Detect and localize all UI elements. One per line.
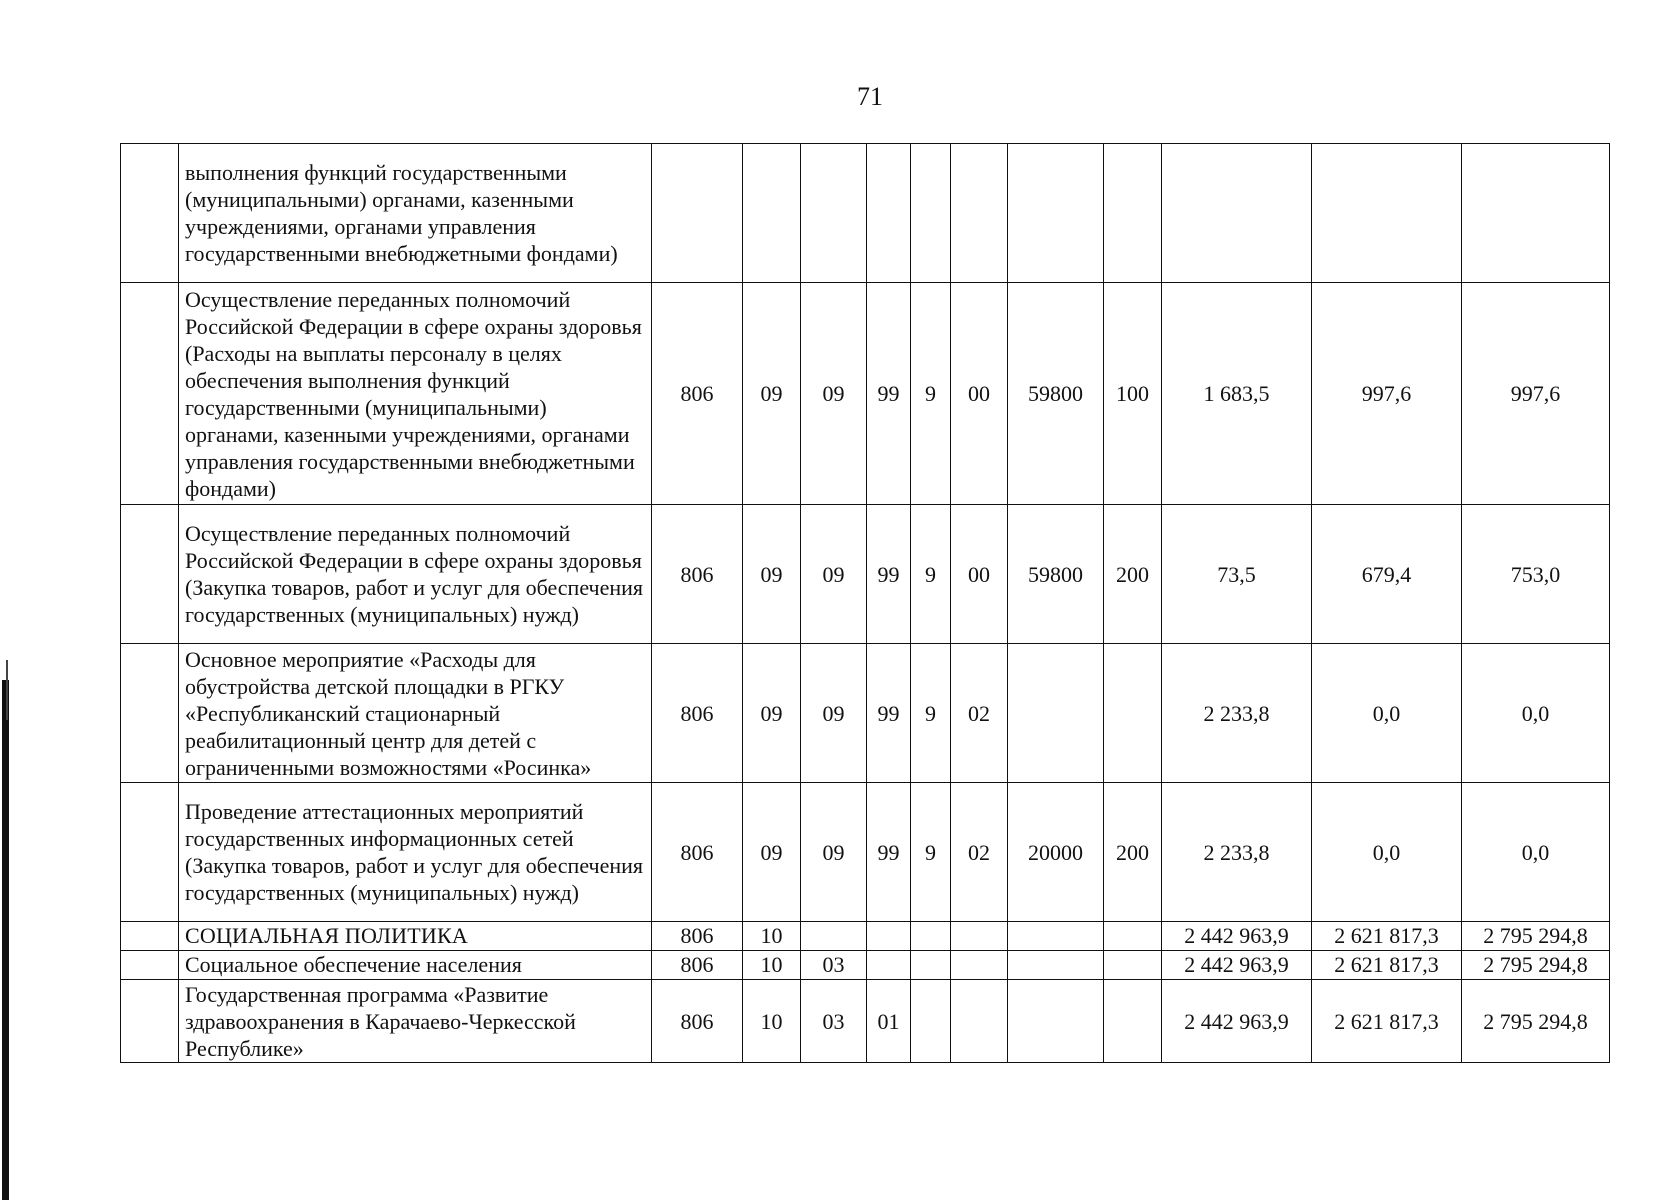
- cell-csr1: [867, 951, 911, 980]
- cell-ved: 806: [652, 283, 743, 505]
- budget-table: [120, 143, 1610, 1063]
- cell-sum1: 2 442 963,9: [1162, 980, 1312, 1063]
- cell-csr1: 99: [867, 644, 911, 783]
- cell-csr3: 00: [951, 283, 1008, 505]
- cell-csr2: [911, 144, 951, 283]
- cell-pr: 03: [801, 980, 867, 1063]
- cell-vr: [1104, 980, 1162, 1063]
- cell-csr4: [1008, 144, 1104, 283]
- cell-sum1: [1162, 144, 1312, 283]
- cell-ved: [652, 144, 743, 283]
- cell-csr4: [1008, 922, 1104, 951]
- cell-ved: 806: [652, 644, 743, 783]
- row-index-cell: [121, 283, 179, 505]
- cell-pr: 09: [801, 283, 867, 505]
- cell-csr3: [951, 951, 1008, 980]
- cell-csr1: 01: [867, 980, 911, 1063]
- cell-vr: 200: [1104, 505, 1162, 644]
- cell-csr2: 9: [911, 783, 951, 922]
- cell-sum2: 0,0: [1312, 644, 1462, 783]
- cell-csr2: [911, 980, 951, 1063]
- scan-edge-mark-thin: [6, 660, 8, 720]
- cell-sum1: 1 683,5: [1162, 283, 1312, 505]
- row-name: Осуществление переданных полномочий Российской Федерации в сфере охраны здоровья (Расходы на выплаты персоналу в целях обеспечения выполнения функций государственными (муниципальными) органами, казенными учреждениями, органами управления государственными внебюджетными фондами): [179, 283, 652, 505]
- table-row: [121, 922, 1610, 951]
- cell-pr: 09: [801, 783, 867, 922]
- row-index-cell: [121, 951, 179, 980]
- table-row: [121, 980, 1610, 1063]
- cell-rz: 10: [743, 980, 801, 1063]
- cell-pr: 03: [801, 951, 867, 980]
- cell-rz: [743, 144, 801, 283]
- cell-sum3: 0,0: [1462, 783, 1610, 922]
- table-row: [121, 144, 1610, 283]
- row-name: Основное мероприятие «Расходы для обустройства детской площадки в РГКУ «Республиканский стационарный реабилитационный центр для детей с ограниченными возможностями «Росинка»: [179, 644, 652, 783]
- table-row: [121, 505, 1610, 644]
- cell-vr: 100: [1104, 283, 1162, 505]
- scan-edge-mark: [2, 680, 9, 1200]
- row-name: Государственная программа «Развитие здравоохранения в Карачаево-Черкесской Республике»: [179, 980, 652, 1063]
- table-row: [121, 644, 1610, 783]
- cell-csr1: 99: [867, 283, 911, 505]
- cell-ved: 806: [652, 783, 743, 922]
- row-index-cell: [121, 922, 179, 951]
- cell-sum2: [1312, 144, 1462, 283]
- cell-csr1: 99: [867, 505, 911, 644]
- cell-csr3: 02: [951, 644, 1008, 783]
- cell-rz: 09: [743, 644, 801, 783]
- cell-vr: [1104, 922, 1162, 951]
- row-index-cell: [121, 644, 179, 783]
- table-row: [121, 783, 1610, 922]
- cell-csr4: 20000: [1008, 783, 1104, 922]
- cell-sum1: 2 233,8: [1162, 783, 1312, 922]
- cell-sum3: 2 795 294,8: [1462, 980, 1610, 1063]
- cell-vr: [1104, 144, 1162, 283]
- cell-pr: [801, 144, 867, 283]
- cell-sum3: 2 795 294,8: [1462, 951, 1610, 980]
- cell-pr: [801, 922, 867, 951]
- cell-pr: 09: [801, 644, 867, 783]
- cell-csr4: [1008, 644, 1104, 783]
- cell-vr: [1104, 951, 1162, 980]
- row-name: Проведение аттестационных мероприятий государственных информационных сетей (Закупка товаров, работ и услуг для обеспечения государственных (муниципальных) нужд): [179, 783, 652, 922]
- cell-csr2: [911, 951, 951, 980]
- cell-ved: 806: [652, 922, 743, 951]
- row-index-cell: [121, 980, 179, 1063]
- cell-sum1: 2 442 963,9: [1162, 951, 1312, 980]
- cell-csr4: 59800: [1008, 283, 1104, 505]
- cell-csr3: [951, 980, 1008, 1063]
- cell-sum2: 2 621 817,3: [1312, 980, 1462, 1063]
- row-name: Социальное обеспечение населения: [179, 951, 652, 980]
- cell-sum1: 73,5: [1162, 505, 1312, 644]
- cell-csr2: 9: [911, 505, 951, 644]
- cell-ved: 806: [652, 980, 743, 1063]
- table-row: [121, 951, 1610, 980]
- cell-sum3: 0,0: [1462, 644, 1610, 783]
- cell-sum3: 2 795 294,8: [1462, 922, 1610, 951]
- row-index-cell: [121, 505, 179, 644]
- cell-ved: 806: [652, 505, 743, 644]
- cell-sum2: 679,4: [1312, 505, 1462, 644]
- row-name: СОЦИАЛЬНАЯ ПОЛИТИКА: [179, 922, 652, 951]
- cell-rz: 10: [743, 922, 801, 951]
- cell-csr3: 02: [951, 783, 1008, 922]
- cell-vr: [1104, 644, 1162, 783]
- cell-csr2: [911, 922, 951, 951]
- cell-rz: 09: [743, 783, 801, 922]
- cell-sum3: 997,6: [1462, 283, 1610, 505]
- cell-pr: 09: [801, 505, 867, 644]
- cell-sum2: 2 621 817,3: [1312, 922, 1462, 951]
- cell-sum2: 0,0: [1312, 783, 1462, 922]
- cell-ved: 806: [652, 951, 743, 980]
- cell-sum2: 2 621 817,3: [1312, 951, 1462, 980]
- cell-csr2: 9: [911, 644, 951, 783]
- cell-csr1: [867, 144, 911, 283]
- cell-csr4: 59800: [1008, 505, 1104, 644]
- row-index-cell: [121, 144, 179, 283]
- cell-csr1: 99: [867, 783, 911, 922]
- cell-vr: 200: [1104, 783, 1162, 922]
- cell-rz: 10: [743, 951, 801, 980]
- cell-csr4: [1008, 951, 1104, 980]
- cell-sum1: 2 442 963,9: [1162, 922, 1312, 951]
- cell-rz: 09: [743, 283, 801, 505]
- cell-csr2: 9: [911, 283, 951, 505]
- row-index-cell: [121, 783, 179, 922]
- page-number: 71: [857, 82, 883, 111]
- row-name: выполнения функций государственными (муниципальными) органами, казенными учреждениями, органами управления государственными внебюджетными фондами): [179, 144, 652, 283]
- table-row: [121, 283, 1610, 505]
- row-name: Осуществление переданных полномочий Российской Федерации в сфере охраны здоровья (Закупка товаров, работ и услуг для обеспечения государственных (муниципальных) нужд): [179, 505, 652, 644]
- cell-sum1: 2 233,8: [1162, 644, 1312, 783]
- cell-csr3: 00: [951, 505, 1008, 644]
- cell-rz: 09: [743, 505, 801, 644]
- cell-csr4: [1008, 980, 1104, 1063]
- cell-sum3: [1462, 144, 1610, 283]
- cell-csr3: [951, 922, 1008, 951]
- cell-csr1: [867, 922, 911, 951]
- cell-csr3: [951, 144, 1008, 283]
- cell-sum2: 997,6: [1312, 283, 1462, 505]
- cell-sum3: 753,0: [1462, 505, 1610, 644]
